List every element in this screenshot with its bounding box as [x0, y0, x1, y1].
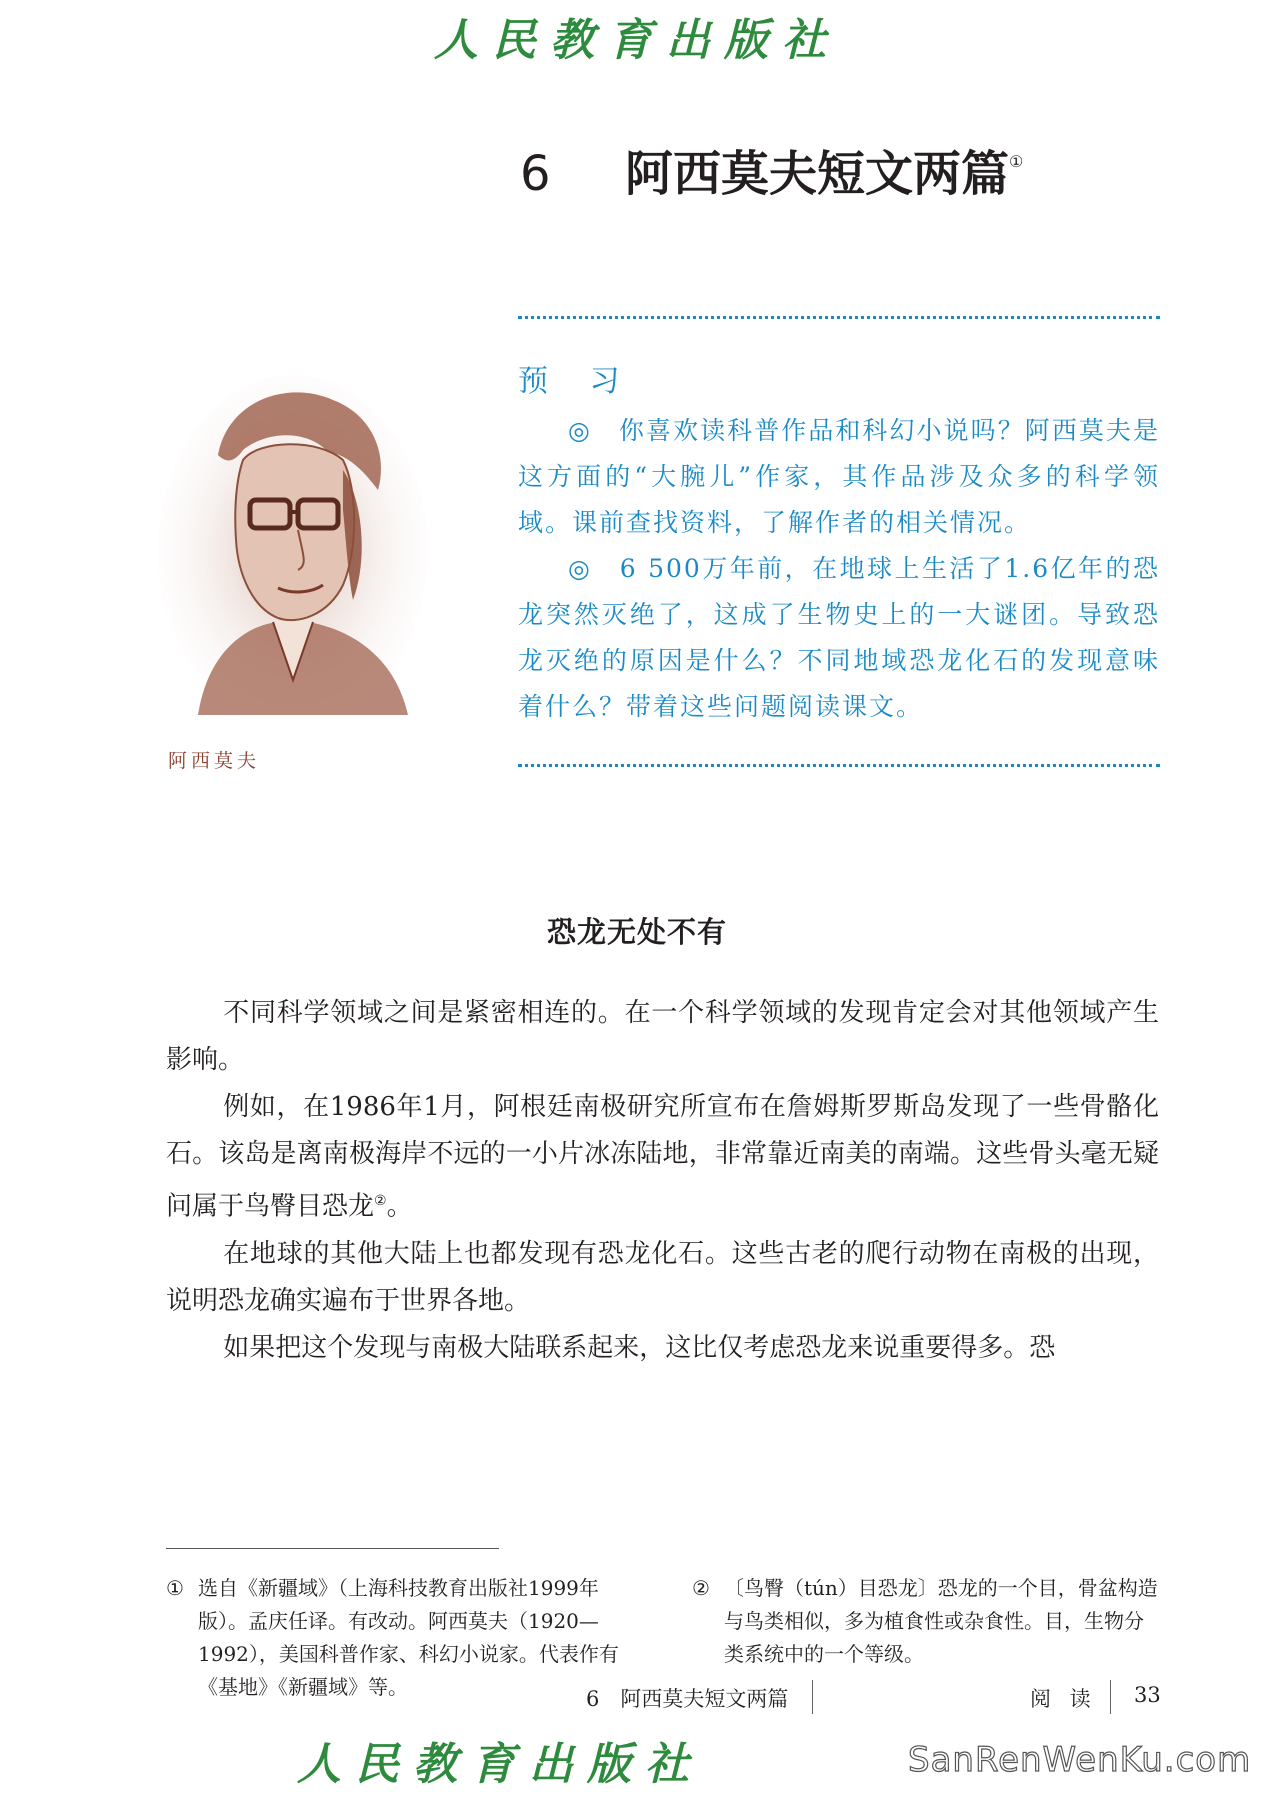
preview-bottom-divider [518, 764, 1160, 767]
body-paragraph-1: 不同科学领域之间是紧密相连的。在一个科学领域的发现肯定会对其他领域产生影响。 [166, 998, 1159, 1075]
watermark-text: SanRenWenKu.com [908, 1740, 1252, 1780]
publisher-logo-bottom: 人民教育出版社 [297, 1739, 703, 1790]
footnote-ref-2: ② [374, 1193, 387, 1209]
body-paragraph-3: 在地球的其他大陆上也都发现有恐龙化石。这些古老的爬行动物在南极的出现，说明恐龙确实遍布于世界各地。 [166, 1238, 1159, 1316]
publisher-logo-top: 人民教育出版社 [434, 15, 840, 66]
body-paragraph-4: 如果把这个发现与南极大陆联系起来，这比仅考虑恐龙来说重要得多。恐 [223, 1332, 1056, 1363]
footnote-1-mark: ① [166, 1576, 184, 1600]
preview-heading: 预 习 [518, 364, 636, 399]
section-title: 恐龙无处不有 [546, 915, 727, 949]
footnote-1 [166, 1572, 640, 1704]
body-paragraph-2-end: 。 [386, 1191, 413, 1222]
chapter-number: 6 [520, 146, 551, 202]
preview-top-divider [518, 316, 1160, 319]
body-paragraph-2-text: 例如，在1986年1月，阿根廷南极研究所宣布在詹姆斯罗斯岛发现了一些骨骼化石。该岛是离南极海岸不远的一小片冰冻陆地，非常靠近南美的南端。这些骨头毫无疑问属于鸟臀目恐龙 [166, 1092, 1159, 1222]
footnote-2-text: 〔鸟臀（tún）目恐龙〕恐龙的一个目，骨盆构造与鸟类相似，多为植食性或杂食性。目，生物分类系统中的一个等级。 [724, 1576, 1158, 1666]
footer-lesson-title: 6 阿西莫夫短文两篇 [586, 1687, 789, 1711]
footnote-2 [692, 1572, 1160, 1671]
chapter-title [520, 135, 1023, 204]
preview-body [518, 408, 1160, 730]
body-text [166, 990, 1159, 1372]
footnote-divider [166, 1548, 499, 1549]
footnote-2-mark: ② [692, 1576, 710, 1600]
portrait-caption: 阿西莫夫 [168, 750, 261, 772]
page-number: 33 [1134, 1683, 1161, 1707]
footnote-1-text: 选自《新疆域》（上海科技教育出版社1999年版）。孟庆任译。有改动。阿西莫夫（1920—1992），美国科普作家、科幻小说家。代表作有《基地》《新疆域》等。 [198, 1576, 619, 1699]
asimov-portrait-image [158, 360, 428, 715]
body-paragraph-2 [166, 1084, 1159, 1231]
footer-separator-2 [1110, 1680, 1111, 1714]
footer-separator-1 [812, 1680, 813, 1714]
preview-paragraph-1: ◎ 你喜欢读科普作品和科幻小说吗？阿西莫夫是这方面的“大腕儿”作家，其作品涉及众多的科学领域。课前查找资料，了解作者的相关情况。 [518, 416, 1160, 537]
footer-unit-label: 阅 读 [1030, 1687, 1097, 1711]
chapter-title-text: 阿西莫夫短文两篇 [625, 146, 1010, 202]
preview-paragraph-2: ◎ 6 500万年前，在地球上生活了1.6亿年的恐龙突然灭绝了，这成了生物史上的一大谜团。导致恐龙灭绝的原因是什么？不同地域恐龙化石的发现意味着什么？带着这些问题阅读课文。 [518, 554, 1160, 721]
chapter-footnote-mark: ① [1009, 152, 1024, 171]
